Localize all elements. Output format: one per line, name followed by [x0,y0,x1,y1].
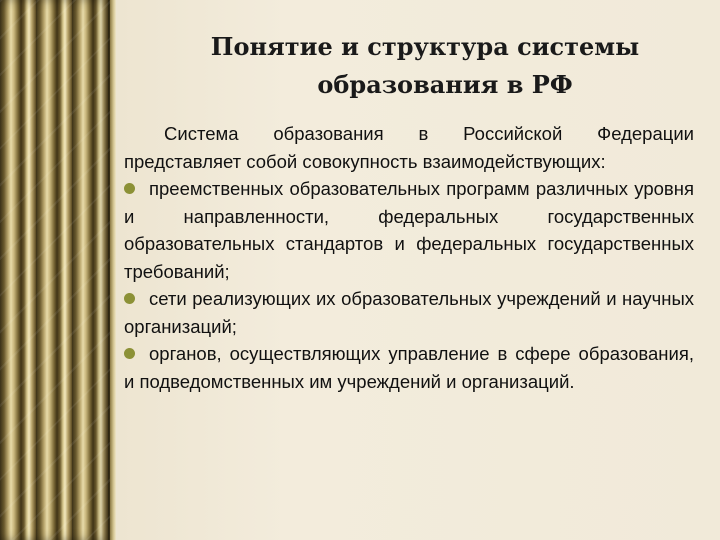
round-bullet-icon [124,348,135,359]
title-line-1: Понятие и структура системы [210,32,640,61]
list-item-text: сети реализующих их образовательных учреждений и научных организаций; [124,288,694,337]
round-bullet-icon [124,183,135,194]
list-item-text: органов, осуществляющих управление в сфере образования, и подведомственных им учреждений и организаций. [124,343,694,392]
list-item [124,340,694,395]
slide-title [150,28,680,104]
intro-text: Система образования в Российской Федерации представляет собой совокупность взаимодействующих: [124,123,694,172]
border-edge [110,0,116,540]
list-item [124,175,694,285]
list-item [124,285,694,340]
decorative-gold-border [0,0,110,540]
title-line-2: образования в РФ [317,70,573,99]
round-bullet-icon [124,293,135,304]
list-item-text: преемственных образовательных программ различных уровня и направленности, федеральных государственных образовательных стандартов и федеральных государственных требований; [124,178,694,282]
slide-body [124,120,694,395]
